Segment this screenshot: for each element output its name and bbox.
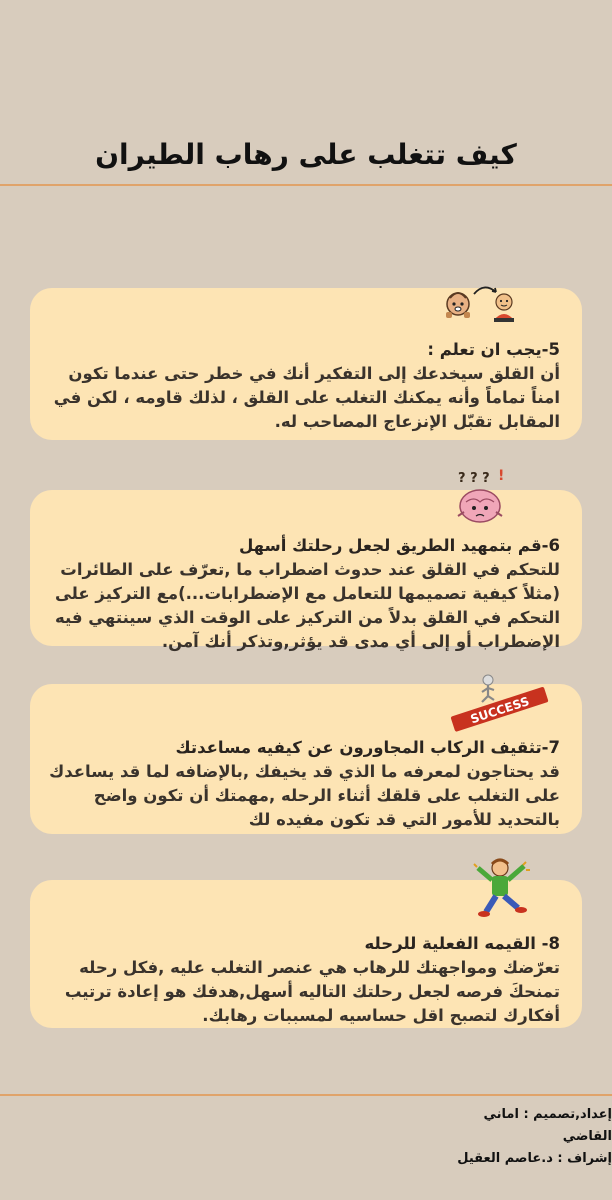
- prepared-by: إعداد,تصميم : اماني القاضي: [483, 1107, 612, 1144]
- supervised-by: إشراف : د.عاصم العقيل: [457, 1151, 612, 1166]
- tip-6-heading: 6-قم بتمهيد الطريق لجعل رحلتك أسهل: [238, 536, 560, 555]
- confused-brain-icon: [444, 468, 524, 530]
- success-stairs-icon: [442, 672, 552, 732]
- svg-text:? ? ?: ? ? ?: [458, 471, 490, 486]
- tip-8-heading: 8- القيمه الفعلية للرحله: [364, 934, 560, 953]
- page-title: كيف تتغلب على رهاب الطيران: [95, 138, 517, 171]
- tip-card-5: [30, 288, 582, 440]
- jumping-child-icon: [466, 854, 536, 924]
- tip-8-body: تعرّضك ومواجهتك للرهاب هي عنصر التغلب عليه ,فكل رحله تمنحكَ فرصه لجعل رحلتك التاليه أسهل,هدفك هو إعادة ترتيب أفكارك لتصبح اقل حساسيه لمسببات رهابك.: [64, 958, 560, 1025]
- title-divider: [0, 184, 612, 186]
- tip-7-body: قد يحتاجون لمعرفه ما الذي قد يخيفك ,بالإضافه لما قد يساعدك على التغلب على قلقك أثناء الرحله ,مهمتك أن تكون واضح بالتحديد للأمور التي قد تكون مفيده لك: [49, 762, 560, 829]
- tip-7-heading: 7-تثقيف الركاب المجاورون عن كيفيه مساعدتك: [175, 738, 560, 757]
- tip-card-8: [30, 880, 582, 1028]
- tip-card-6: [30, 468, 582, 651]
- tip-card-7: [30, 684, 582, 834]
- success-badge-text: SUCCESS: [468, 694, 531, 727]
- svg-text:!: !: [498, 468, 505, 484]
- tip-5-heading: 5-يجب ان تعلم :: [427, 340, 560, 359]
- anxious-to-calm-person-icon: [444, 278, 524, 340]
- tip-6-body: للتحكم في القلق عند حدوث اضطراب ما ,تعرّف على الطائرات (مثلاً كيفية تصميمها للتعامل مع الإضطرابات...)مع التركيز على التحكم في القلق بدلاً من التركيز على الوقت الذي سينتهي فيه الإضطراب أو إلى أي مدى قد يؤثر,وتذكر أنك آمن.: [54, 560, 560, 651]
- footer-divider: [0, 1094, 612, 1096]
- tip-5-body: أن القلق سيخدعك إلى التفكير أنك في خطر حتى عندما تكون امناً تماماً وأنه يمكنك التغلب على القلق ، لذلك قاومه ، لكن في المقابل تقبّل الإنزعاج المصاحب له.: [53, 364, 560, 431]
- credits: [0, 1104, 612, 1170]
